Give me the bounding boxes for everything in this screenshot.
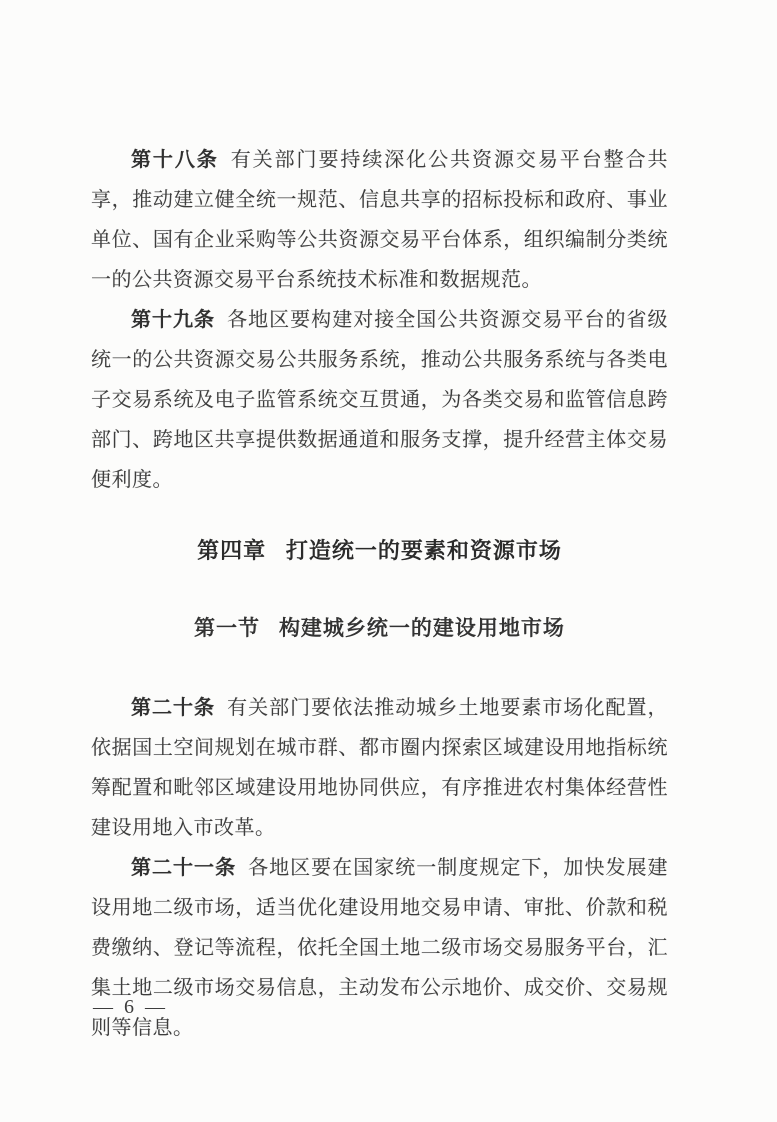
article-21-paragraph bbox=[91, 848, 668, 1048]
article-21-text: 各地区要在国家统一制度规定下，加快发展建设用地二级市场，适当优化建设用地交易申请、审批、价款和税费缴纳、登记等流程，依托全国土地二级市场交易服务平台，汇集土地二级市场交易信息，主动发布公示地价、成交价、交易规则等信息。 bbox=[91, 857, 669, 1039]
article-20-number: 第二十条 bbox=[131, 697, 216, 719]
article-18-paragraph bbox=[91, 140, 668, 300]
article-18-text: 有关部门要持续深化公共资源交易平台整合共享，推动建立健全统一规范、信息共享的招标投标和政府、事业单位、国有企业采购等公共资源交易平台体系，组织编制分类统一的公共资源交易平台系统技术标准和数据规范。 bbox=[91, 149, 669, 291]
article-19-paragraph bbox=[91, 300, 668, 500]
article-18-number: 第十八条 bbox=[131, 149, 219, 171]
section-1-label: 第一节 bbox=[194, 617, 261, 640]
page-footer bbox=[93, 996, 168, 1019]
section-1-heading bbox=[91, 614, 668, 644]
section-1-title: 构建城乡统一的建设用地市场 bbox=[278, 617, 565, 640]
article-20-paragraph bbox=[91, 688, 668, 848]
document-body bbox=[91, 140, 668, 1048]
article-19-text: 各地区要构建对接全国公共资源交易平台的省级统一的公共资源交易公共服务系统，推动公共服务系统与各类电子交易系统及电子监管系统交互贯通，为各类交易和监管信息跨部门、跨地区共享提供数据通道和服务支撑，提升经营主体交易便利度。 bbox=[91, 309, 669, 491]
article-19-number: 第十九条 bbox=[131, 309, 216, 331]
page-number: — 6 — bbox=[93, 996, 168, 1018]
article-21-number: 第二十一条 bbox=[131, 857, 237, 879]
chapter-4-label: 第四章 bbox=[197, 538, 267, 563]
chapter-4-heading bbox=[91, 536, 668, 566]
article-20-text: 有关部门要依法推动城乡土地要素市场化配置，依据国土空间规划在城市群、都市圈内探索区域建设用地指标统筹配置和毗邻区域建设用地协同供应，有序推进农村集体经营性建设用地入市改革。 bbox=[91, 697, 669, 839]
chapter-4-title: 打造统一的要素和资源市场 bbox=[285, 538, 562, 563]
